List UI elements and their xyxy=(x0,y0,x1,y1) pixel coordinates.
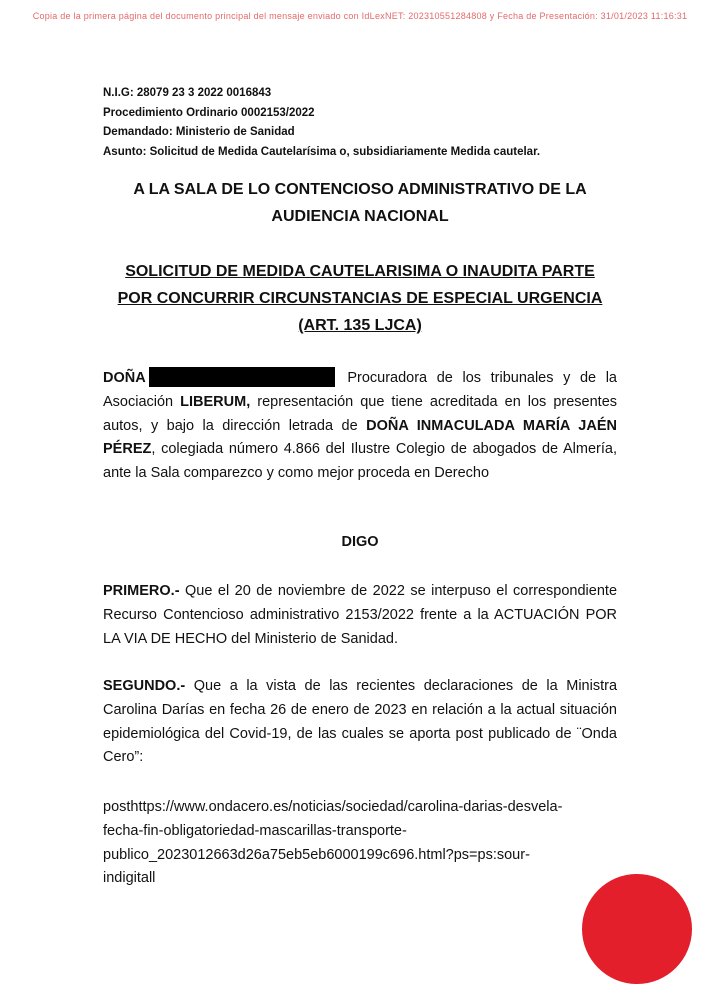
intro-text-3: , colegiada número 4.866 del Ilustre Colegio de abogados de Almería, ante la Sala comparezco y como mejor proceda en Derecho xyxy=(103,441,617,482)
url-line-1: posthttps://www.ondacero.es/noticias/sociedad/carolina-darias-desvela- xyxy=(103,799,563,815)
primero-label: PRIMERO.- xyxy=(103,583,180,599)
url-line-4: indigitall xyxy=(103,870,156,887)
url-line-2: fecha-fin-obligatoriedad-mascarillas-transporte- xyxy=(103,822,407,839)
primero-text: Que el 20 de noviembre de 2022 se interpuso el correspondiente Recurso Contencioso administrativo 2153/2022 frente a la ACTUACIÓN POR LA VIA DE HECHO del Ministerio de Sanidad. xyxy=(103,583,618,647)
digo-heading: DIGO xyxy=(341,534,379,550)
redacted-name xyxy=(149,367,335,387)
source-url xyxy=(103,796,623,891)
liberum-name: LIBERUM, xyxy=(180,393,251,410)
segundo-paragraph xyxy=(103,675,617,770)
url-line-3: publico_2023012663d26a75eb5eb6000199c696.html?ps=ps:sour- xyxy=(103,846,530,863)
procedimiento-line: Procedimiento Ordinario 0002153/2022 xyxy=(103,106,315,119)
abogada-name: DOÑA INMACULADA MARÍA JAÉN PÉREZ xyxy=(103,417,617,458)
addressee-line-1: A LA SALA DE LO CONTENCIOSO ADMINISTRATIVO DE LA xyxy=(133,181,587,198)
addressee-line-2: AUDIENCIA NACIONAL xyxy=(271,208,449,225)
red-seal-graphic xyxy=(582,874,692,984)
solicitud-line-1: SOLICITUD DE MEDIDA CAUTELARISIMA O INAUDITA PARTE xyxy=(125,263,595,280)
nig-line: N.I.G: 28079 23 3 2022 0016843 xyxy=(103,87,272,99)
case-header xyxy=(103,84,540,162)
solicitud-line-2: POR CONCURRIR CIRCUNSTANCIAS DE ESPECIAL URGENCIA xyxy=(117,290,603,307)
segundo-text: Que a la vista de las recientes declaraciones de la Ministra Carolina Darías en fecha 26 de enero de 2023 en relación a la actual situación epidemiológica del Covid-19, de las cuales se aporta post publicado de ¨Onda Cero”: xyxy=(103,678,618,766)
intro-paragraph xyxy=(103,367,617,486)
solicitud-line-3: (ART. 135 LJCA) xyxy=(298,317,422,334)
dona-label: DOÑA xyxy=(103,370,146,386)
intro-text-2: representación que tiene acreditada en los presentes autos, y bajo la dirección letrada de xyxy=(103,393,618,434)
solicitud-title xyxy=(103,258,617,339)
demandado-line: Demandado: Ministerio de Sanidad xyxy=(103,126,295,138)
presentation-stamp: Copia de la primera página del documento principal del mensaje enviado con IdLexNET: 202310551284808 y Fecha de Presentación: 31/01/2023 11:16:31 xyxy=(32,11,688,21)
intro-text-1: Procuradora de los tribunales y de la Asociación xyxy=(103,370,618,410)
addressee-title xyxy=(103,176,617,230)
primero-paragraph xyxy=(103,580,617,651)
asunto-line: Asunto: Solicitud de Medida Cautelarísima o, subsidiariamente Medida cautelar. xyxy=(103,145,541,158)
segundo-label: SEGUNDO.- xyxy=(103,678,186,694)
